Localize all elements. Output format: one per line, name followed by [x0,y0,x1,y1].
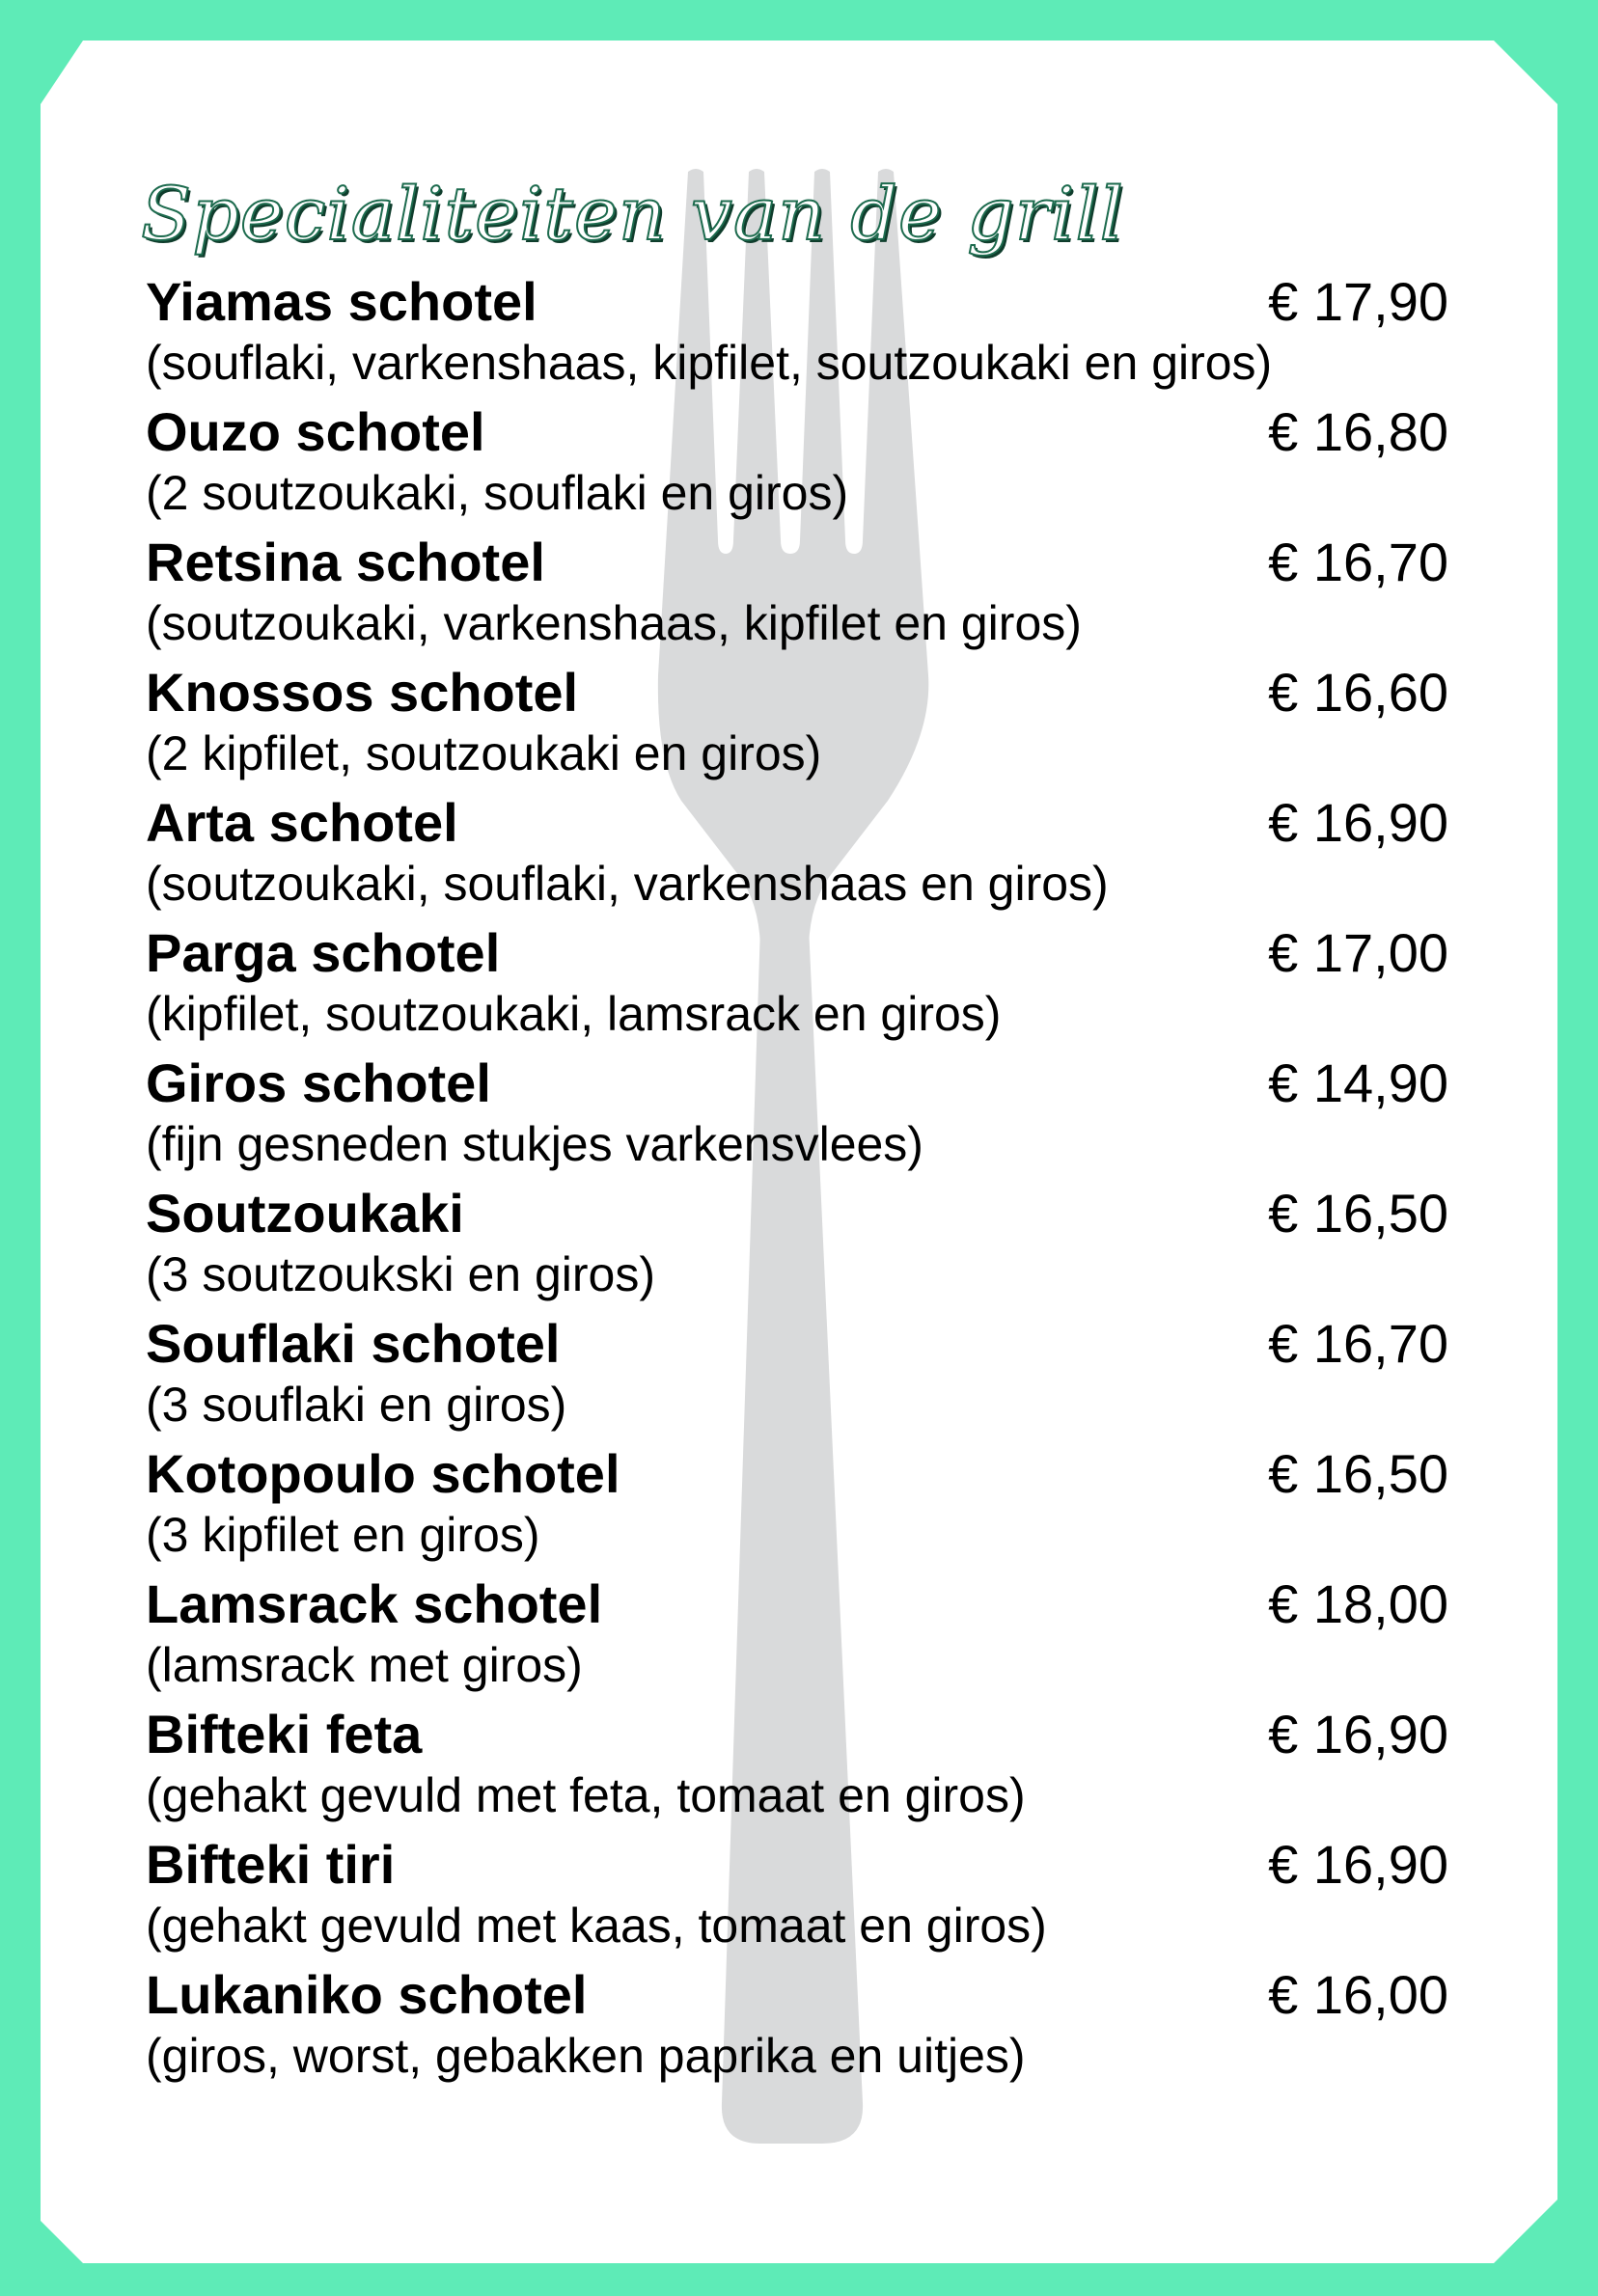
menu-heading: Specialiteiten van de grill [141,171,1124,257]
menu-item [146,268,1448,398]
dish-name: Soutzoukaki [146,1183,464,1244]
dish-description: (fijn gesneden stukjes varkensvlees) [146,1117,923,1171]
menu-item [146,1310,1448,1440]
dish-description: (2 soutzoukaki, souflaki en giros) [146,466,849,520]
dish-price: € 18,00 [1268,1573,1448,1634]
dish-description: (gehakt gevuld met feta, tomaat en giros) [146,1768,1026,1822]
dish-price: € 16,70 [1268,532,1448,592]
dish-price: € 17,90 [1268,271,1448,332]
menu-item [146,1831,1448,1961]
dish-price: € 16,80 [1268,401,1448,462]
dish-name: Arta schotel [146,792,458,853]
dish-name: Knossos schotel [146,662,579,723]
dish-price: € 16,50 [1268,1443,1448,1504]
dish-name: Parga schotel [146,922,501,983]
menu-item [146,398,1448,529]
menu-item [146,789,1448,919]
dish-price: € 17,00 [1268,922,1448,983]
menu-item [146,1050,1448,1180]
dish-price: € 16,50 [1268,1183,1448,1244]
menu-item [146,659,1448,789]
dish-price: € 16,60 [1268,662,1448,723]
dish-description: (gehakt gevuld met kaas, tomaat en giros) [146,1899,1047,1953]
dish-name: Giros schotel [146,1052,491,1113]
menu-item [146,1180,1448,1310]
dish-price: € 16,90 [1268,1704,1448,1764]
menu-item [146,1701,1448,1831]
dish-description: (3 soutzoukski en giros) [146,1247,656,1301]
dish-description: (souflaki, varkenshaas, kipfilet, soutzoukaki en giros) [146,336,1273,390]
dish-price: € 16,90 [1268,1834,1448,1895]
dish-description: (lamsrack met giros) [146,1638,583,1692]
dish-description: (kipfilet, soutzoukaki, lamsrack en giros) [146,987,1002,1041]
dish-name: Souflaki schotel [146,1313,561,1374]
menu-item [146,1961,1448,2091]
dish-description: (3 kipfilet en giros) [146,1508,540,1562]
dish-price: € 16,90 [1268,792,1448,853]
dish-name: Retsina schotel [146,532,545,592]
menu-item [146,919,1448,1050]
dish-description: (2 kipfilet, soutzoukaki en giros) [146,726,822,780]
dish-name: Lukaniko schotel [146,1964,588,2025]
dish-description: (giros, worst, gebakken paprika en uitjes) [146,2029,1026,2083]
menu-item [146,529,1448,659]
dish-description: (3 souflaki en giros) [146,1378,567,1432]
dish-name: Kotopoulo schotel [146,1443,620,1504]
dish-description: (soutzoukaki, souflaki, varkenshaas en giros) [146,857,1109,911]
menu-item [146,1571,1448,1701]
dish-price: € 16,70 [1268,1313,1448,1374]
dish-name: Yiamas schotel [146,271,537,332]
dish-name: Ouzo schotel [146,401,485,462]
menu-item [146,1440,1448,1571]
dish-name: Bifteki tiri [146,1834,396,1895]
dish-price: € 16,00 [1268,1964,1448,2025]
dish-price: € 14,90 [1268,1052,1448,1113]
dish-description: (soutzoukaki, varkenshaas, kipfilet en giros) [146,596,1082,650]
dish-name: Lamsrack schotel [146,1573,603,1634]
dish-name: Bifteki feta [146,1704,423,1764]
menu-list [146,268,1448,2091]
